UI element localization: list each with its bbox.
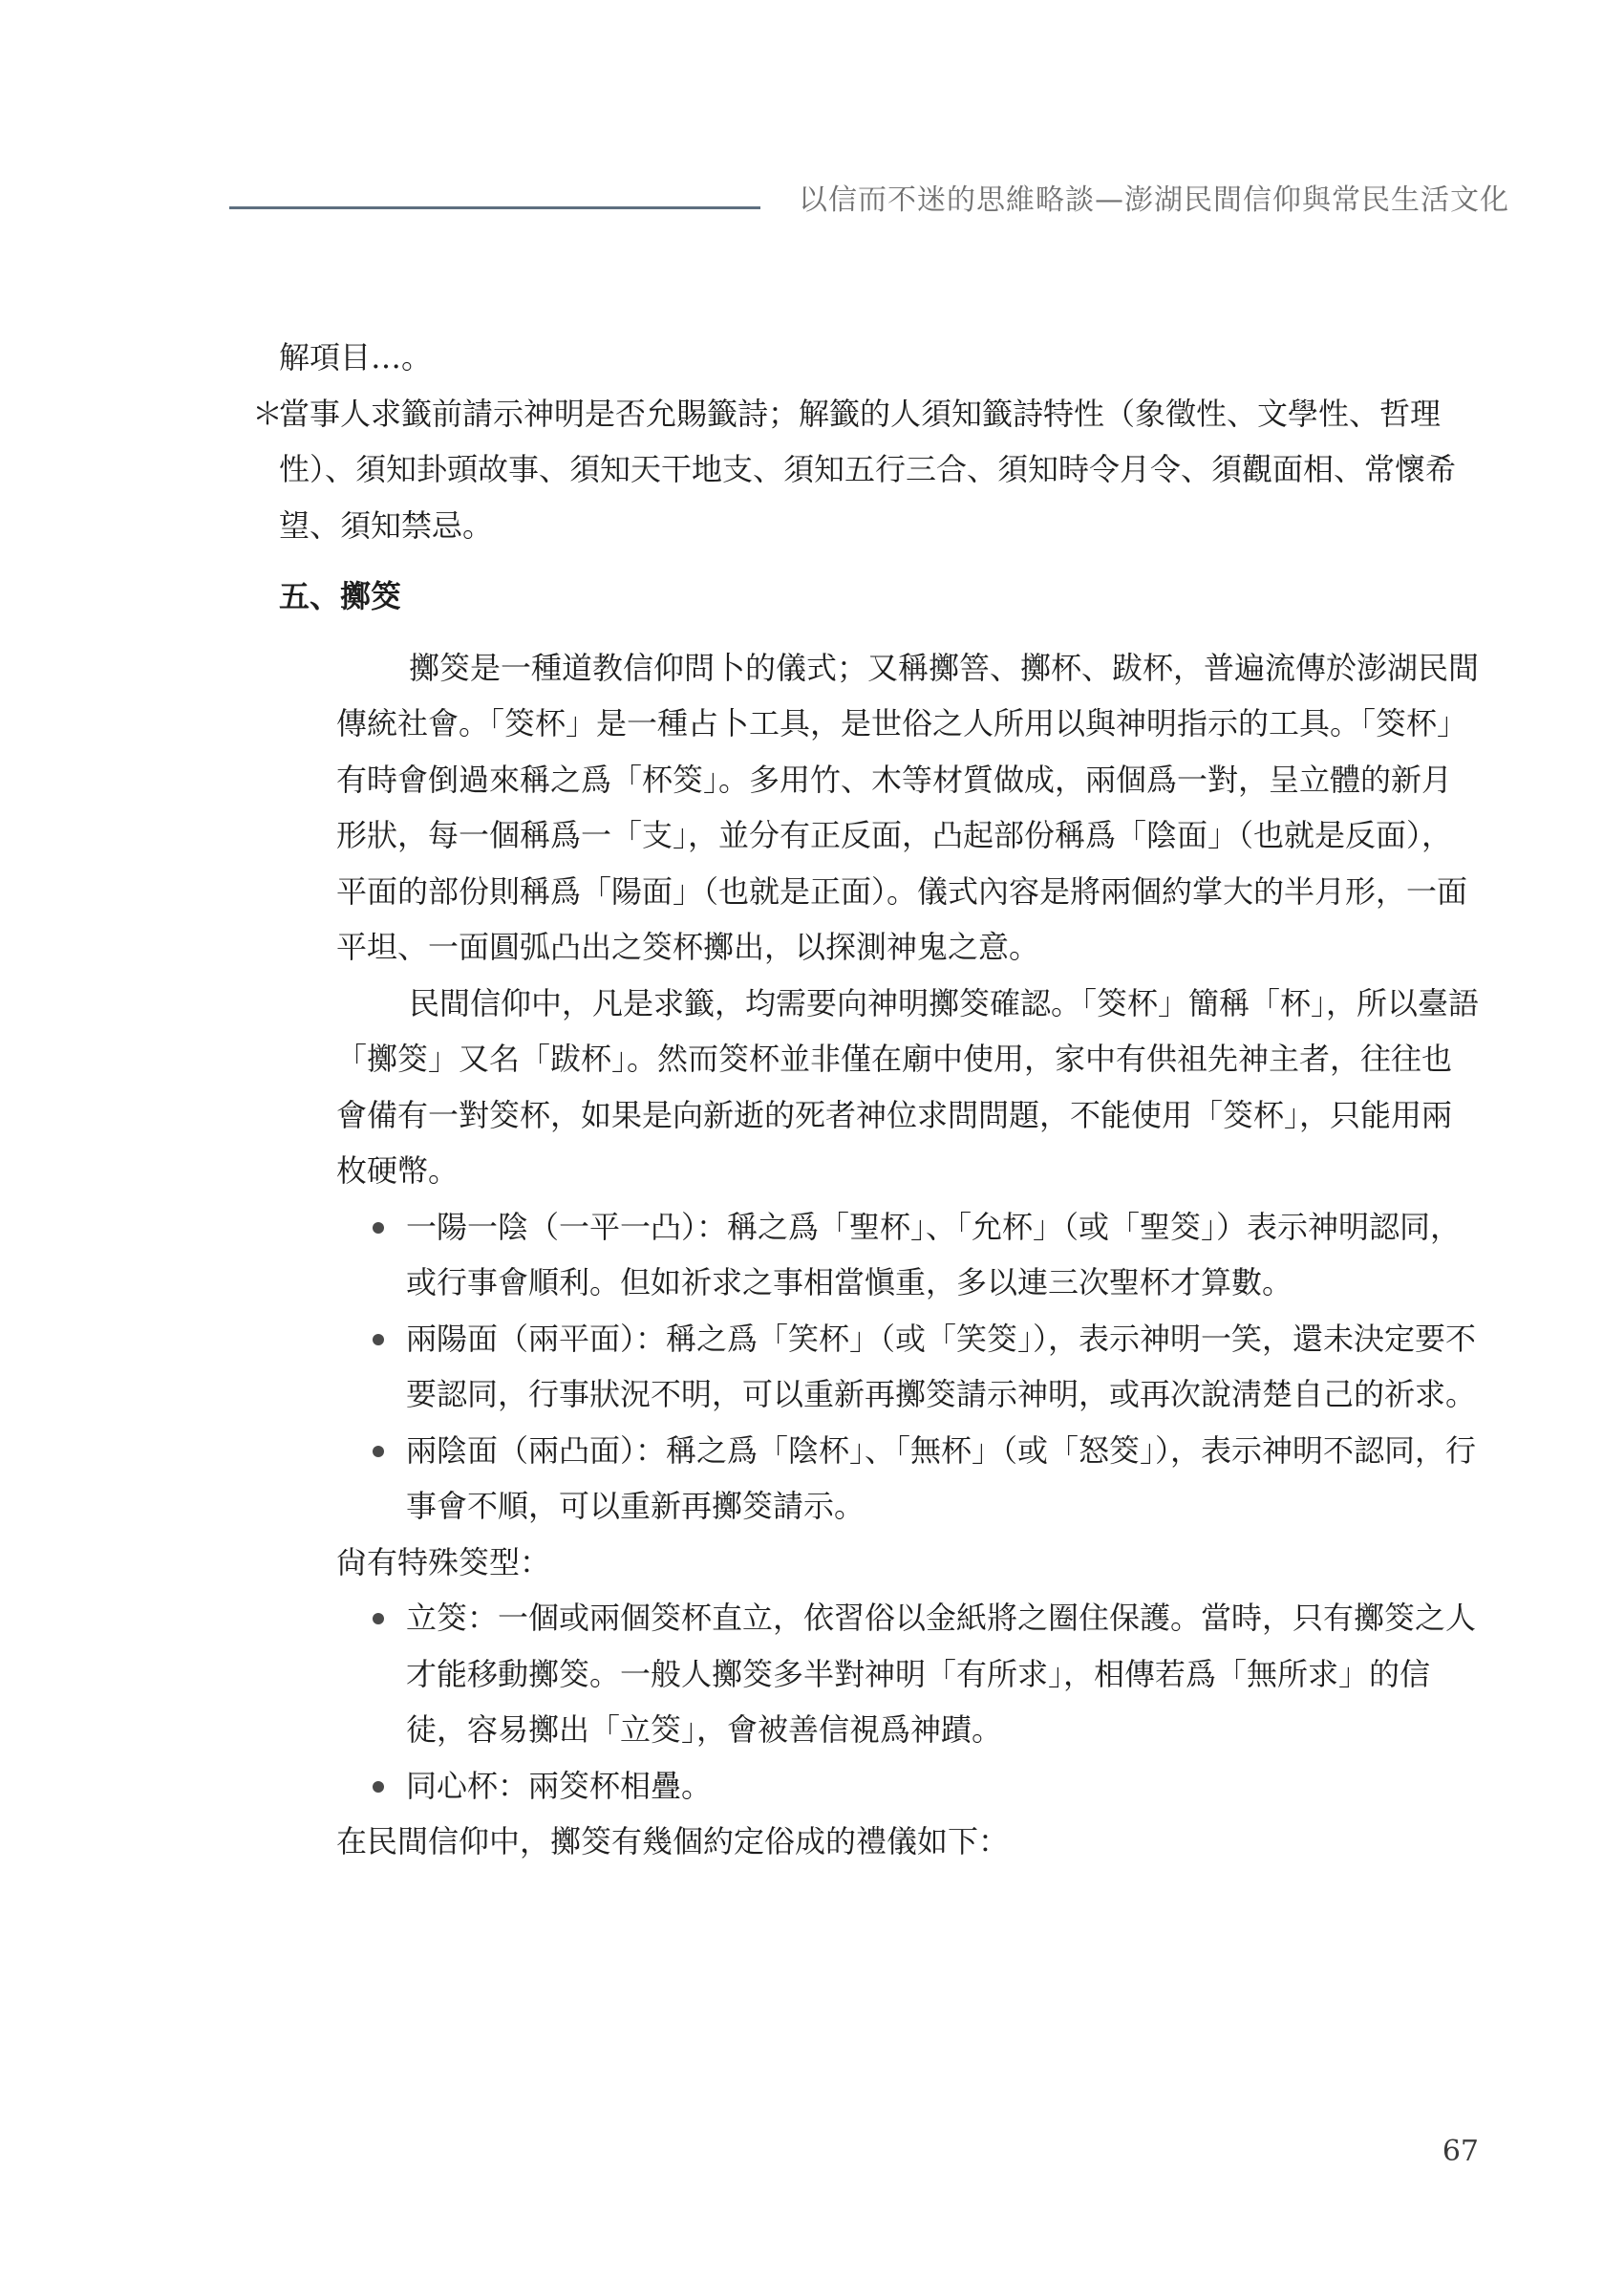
continued-line: 解項目…。 (279, 339, 433, 376)
bullet-icon (373, 1781, 384, 1793)
paragraph-2: 民間信仰中，凡是求籤，均需要向神明擲筊確認。「筊杯」簡稱「杯」，所以臺語「擲筊」又名「跋杯」。然而筊杯並非僅在廟中使用，家中有供祖先神主者，往往也會備有一對筊杯，如果是向新逝的死者神位求問問題，不能使用「筊杯」，只能用兩枚硬幣。 (336, 984, 1480, 1189)
list-item-text: 一陽一陰（一平一凸）：稱之爲「聖杯」、「允杯」（或「聖筊」）表示神明認同，或行事會順利。但如祈求之事相當愼重，多以連三次聖杯才算數。 (406, 1208, 1462, 1300)
special-intro-line: 尙有特殊筊型： (336, 1543, 551, 1580)
list-item (239, 1758, 1481, 1815)
closing-line: 在民間信仰中，擲筊有幾個約定俗成的禮儀如下： (336, 1823, 1010, 1859)
page-body (239, 330, 1481, 1870)
bullet-icon (373, 1613, 384, 1624)
list-item (239, 1199, 1481, 1311)
header-rule (229, 206, 760, 209)
paragraph-1: 擲筊是一種道教信仰問卜的儀式；又稱擲箁、擲杯、跋杯，普遍流傳於澎湖民間傳統社會。「筊杯」是一種占卜工具，是世俗之人所用以與神明指示的工具。「筊杯」有時會倒過來稱之爲「杯筊」。多用竹、木等材質做成，兩個爲一對，呈立體的新月形狀，每一個稱爲一「支」，並分有正反面，凸起部份稱爲「陰面」（也就是反面），平面的部份則稱爲「陽面」（也就是正面）。儀式內容是將兩個約掌大的半月形，一面平坦、一面圓弧凸出之筊杯擲出，以探測神鬼之意。 (336, 649, 1480, 965)
bullet-icon (373, 1446, 384, 1457)
bullet-icon (373, 1334, 384, 1345)
list-item-text: 同心杯：兩筊杯相疊。 (406, 1767, 713, 1804)
list-item-text: 兩陽面（兩平面）：稱之爲「笑杯」（或「笑筊」），表示神明一笑，還未決定要不要認同，行事狀況不明，可以重新再擲筊請示神明，或再次說淸楚自己的祈求。 (406, 1320, 1477, 1412)
star-item-text: 當事人求籤前請示神明是否允賜籤詩；解籤的人須知籤詩特性（象徵性、文學性、哲理性）、須知卦頭故事、須知天干地支、須知五行三合、須知時令月令、須觀面相、常懷希望、須知禁忌。 (279, 395, 1457, 544)
star-list-item (239, 386, 1481, 554)
list-item-text: 兩陰面（兩凸面）：稱之爲「陰杯」、「無杯」（或「怒筊」），表示神明不認同，行事會不順，可以重新再擲筊請示。 (406, 1431, 1477, 1524)
asterisk-icon: ＊ (252, 395, 284, 432)
list-item (239, 1423, 1481, 1535)
bullet-icon (373, 1222, 384, 1234)
running-header-title: 以信而不迷的思維略談—澎湖民間信仰與常民生活文化 (799, 183, 1509, 217)
list-item (239, 1590, 1481, 1758)
section-heading: 五、擲筊 (279, 578, 402, 614)
list-item-text: 立筊：一個或兩個筊杯直立，依習俗以金紙將之圈住保護。當時，只有擲筊之人才能移動擲筊。一般人擲筊多半對神明「有所求」，相傳若爲「無所求」的信徒，容易擲出「立筊」，會被善信視爲神蹟。 (406, 1600, 1477, 1748)
list-item (239, 1311, 1481, 1423)
page-number: 67 (1442, 2135, 1479, 2168)
